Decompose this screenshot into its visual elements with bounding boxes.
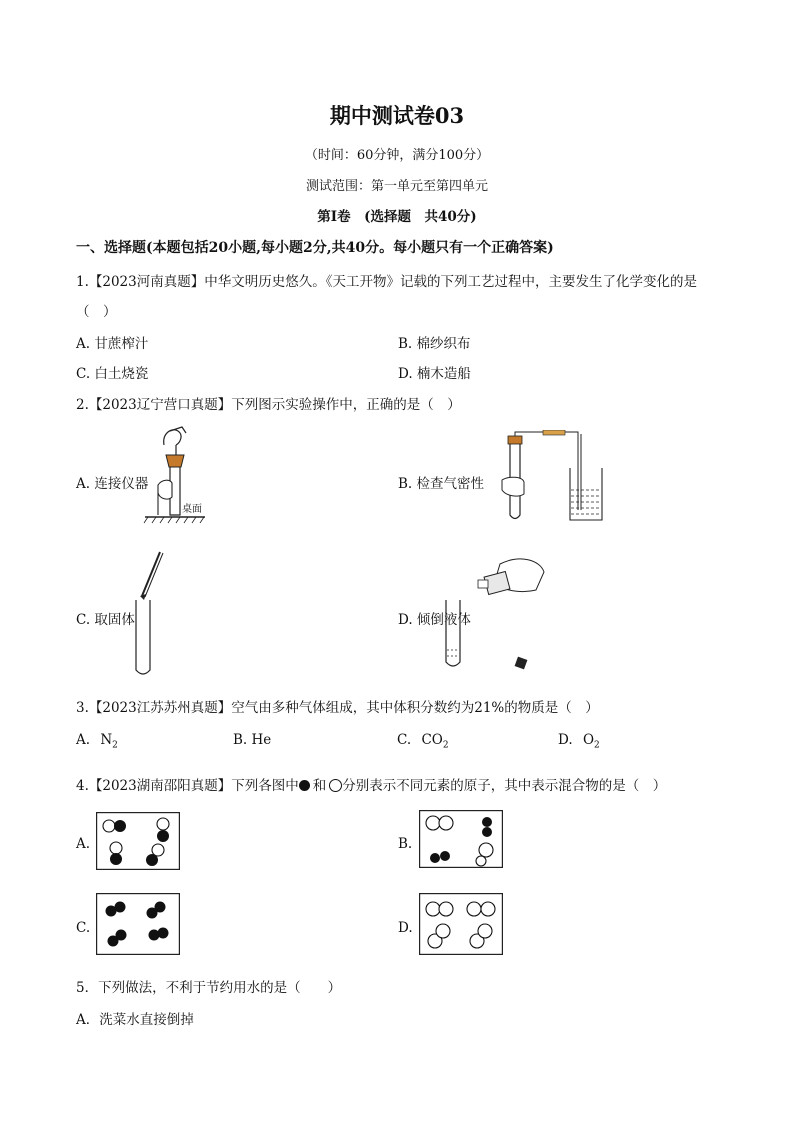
white-atom-icon [329, 779, 342, 792]
q3-option-b: B. He [233, 732, 272, 748]
connect-apparatus-icon [140, 425, 210, 535]
q4-option-c: C. [76, 920, 91, 936]
q1-option-c: C. 白土烧瓷 [76, 366, 149, 382]
q2-option-a: A. 连接仪器 [76, 476, 149, 492]
range-line: 测试范围：第一单元至第四单元 [305, 179, 488, 194]
take-solid-icon [128, 548, 168, 678]
q2-option-b: B. 检查气密性 [398, 476, 485, 492]
q4-box-b [419, 810, 503, 868]
pour-liquid-icon [440, 550, 550, 675]
q4-option-a: A. [76, 836, 91, 852]
airtightness-check-icon [498, 430, 608, 525]
q4-box-d [419, 893, 503, 955]
q4-option-b: B. [398, 836, 413, 852]
section-heading: 一、选择题(本题包括20小题,每小题2分,共40分。每小题只有一个正确答案) [76, 240, 554, 256]
question-4-stem: 4.【2023湖南邵阳真题】下列各图中 和 分别表示不同元素的原子，其中表示混合物的是（ ） [76, 778, 667, 794]
volume-line: 第Ⅰ卷 (选择题 共40分) [317, 209, 477, 225]
question-5-stem: 5．下列做法，不利于节约用水的是（ ） [76, 980, 342, 996]
question-1-stem: 1.【2023河南真题】中华文明历史悠久。《天工开物》记载的下列工艺过程中，主要发生了化学变化的是 [76, 274, 697, 290]
q3-option-c: C. $CO_2$ [397, 732, 449, 751]
question-3-stem: 3.【2023江苏苏州真题】空气由多种气体组成，其中体积分数约为21%的物质是（ ） [76, 700, 599, 716]
time-line: （时间：60分钟，满分100分） [304, 148, 490, 163]
q4-box-c [96, 893, 180, 955]
table-label: 桌面 [182, 504, 202, 515]
q2-option-d: D. 倾倒液体 [398, 612, 471, 628]
black-atom-icon [299, 780, 310, 791]
page-title: 期中测试卷03 [329, 103, 465, 128]
question-1-blank: （ ） [76, 304, 117, 320]
q3-option-a: A. $N_2$ [76, 732, 118, 751]
q4-option-d: D. [398, 920, 413, 936]
q1-option-d: D. 楠木造船 [398, 366, 471, 382]
q1-option-b: B. 棉纱织布 [398, 336, 471, 352]
q5-option-a: A．洗菜水直接倒掉 [76, 1012, 194, 1028]
q1-option-a: A. 甘蔗榨汁 [76, 336, 149, 352]
q4-box-a [96, 812, 180, 870]
question-2-stem: 2.【2023辽宁营口真题】下列图示实验操作中，正确的是（ ） [76, 397, 461, 413]
q3-option-d: D. $O_2$ [558, 732, 600, 751]
q2-option-c: C. 取固体 [76, 612, 135, 628]
